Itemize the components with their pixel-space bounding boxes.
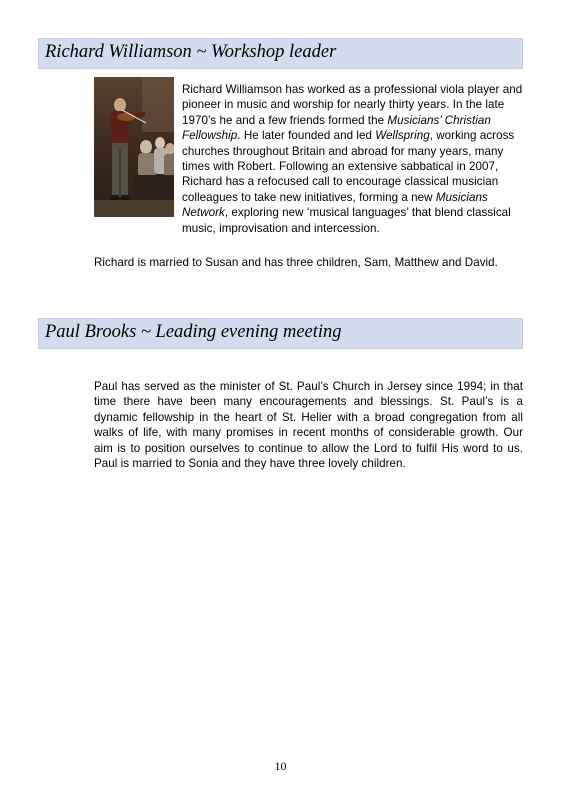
paul-bio-paragraph: Paul has served as the minister of St. Paul’s Church in Jersey since 1994; in that time there have been many encouragements and blessings. St. Paul’s is a dynamic fellowship in the heart of St. Helier with a broad congregation from all walks of life, with many promises in recent months of considerable growth. Our aim is to position ourselves to continue to allow the Lord to fulfil His word to us. Paul is married to Sonia and they have three lovely children. — [94, 380, 523, 471]
page-number: 10 — [274, 759, 287, 773]
photo-wrap-spacer — [94, 82, 182, 231]
bio-segment: , exploring new ‘musical languages’ that blend classical music, improvisation and intercession. — [182, 206, 511, 235]
bio-segment-italic: Wellspring — [375, 129, 430, 143]
richard-bio-paragraph — [94, 82, 523, 236]
richard-family-paragraph: Richard is married to Susan and has three children, Sam, Matthew and David. — [94, 256, 498, 269]
section-header-paul — [38, 318, 523, 349]
bio-segment: Richard Williamson has worked as a professional viola player and pioneer in music and worship for nearly thirty years. In the late 1970’s he and a few friends formed the — [182, 83, 523, 127]
section-header-richard — [38, 38, 523, 69]
bio-segment: . He later founded and led — [237, 129, 376, 143]
bio-segment-italic: Musicians Network — [182, 190, 488, 220]
bio-segment: , working across churches throughout Britain and abroad for many years, many times with Robert. Following an extensive sabbatical in 2007, Richard has a refocused call to encourage classical musician colleagues to take new initiatives, forming a new — [182, 129, 515, 204]
section-heading: Richard Williamson ~ Workshop leader — [45, 42, 337, 62]
bio-segment-italic: Musicians’ Christian Fellowship — [182, 113, 491, 143]
section-heading: Paul Brooks ~ Leading evening meeting — [45, 322, 342, 342]
